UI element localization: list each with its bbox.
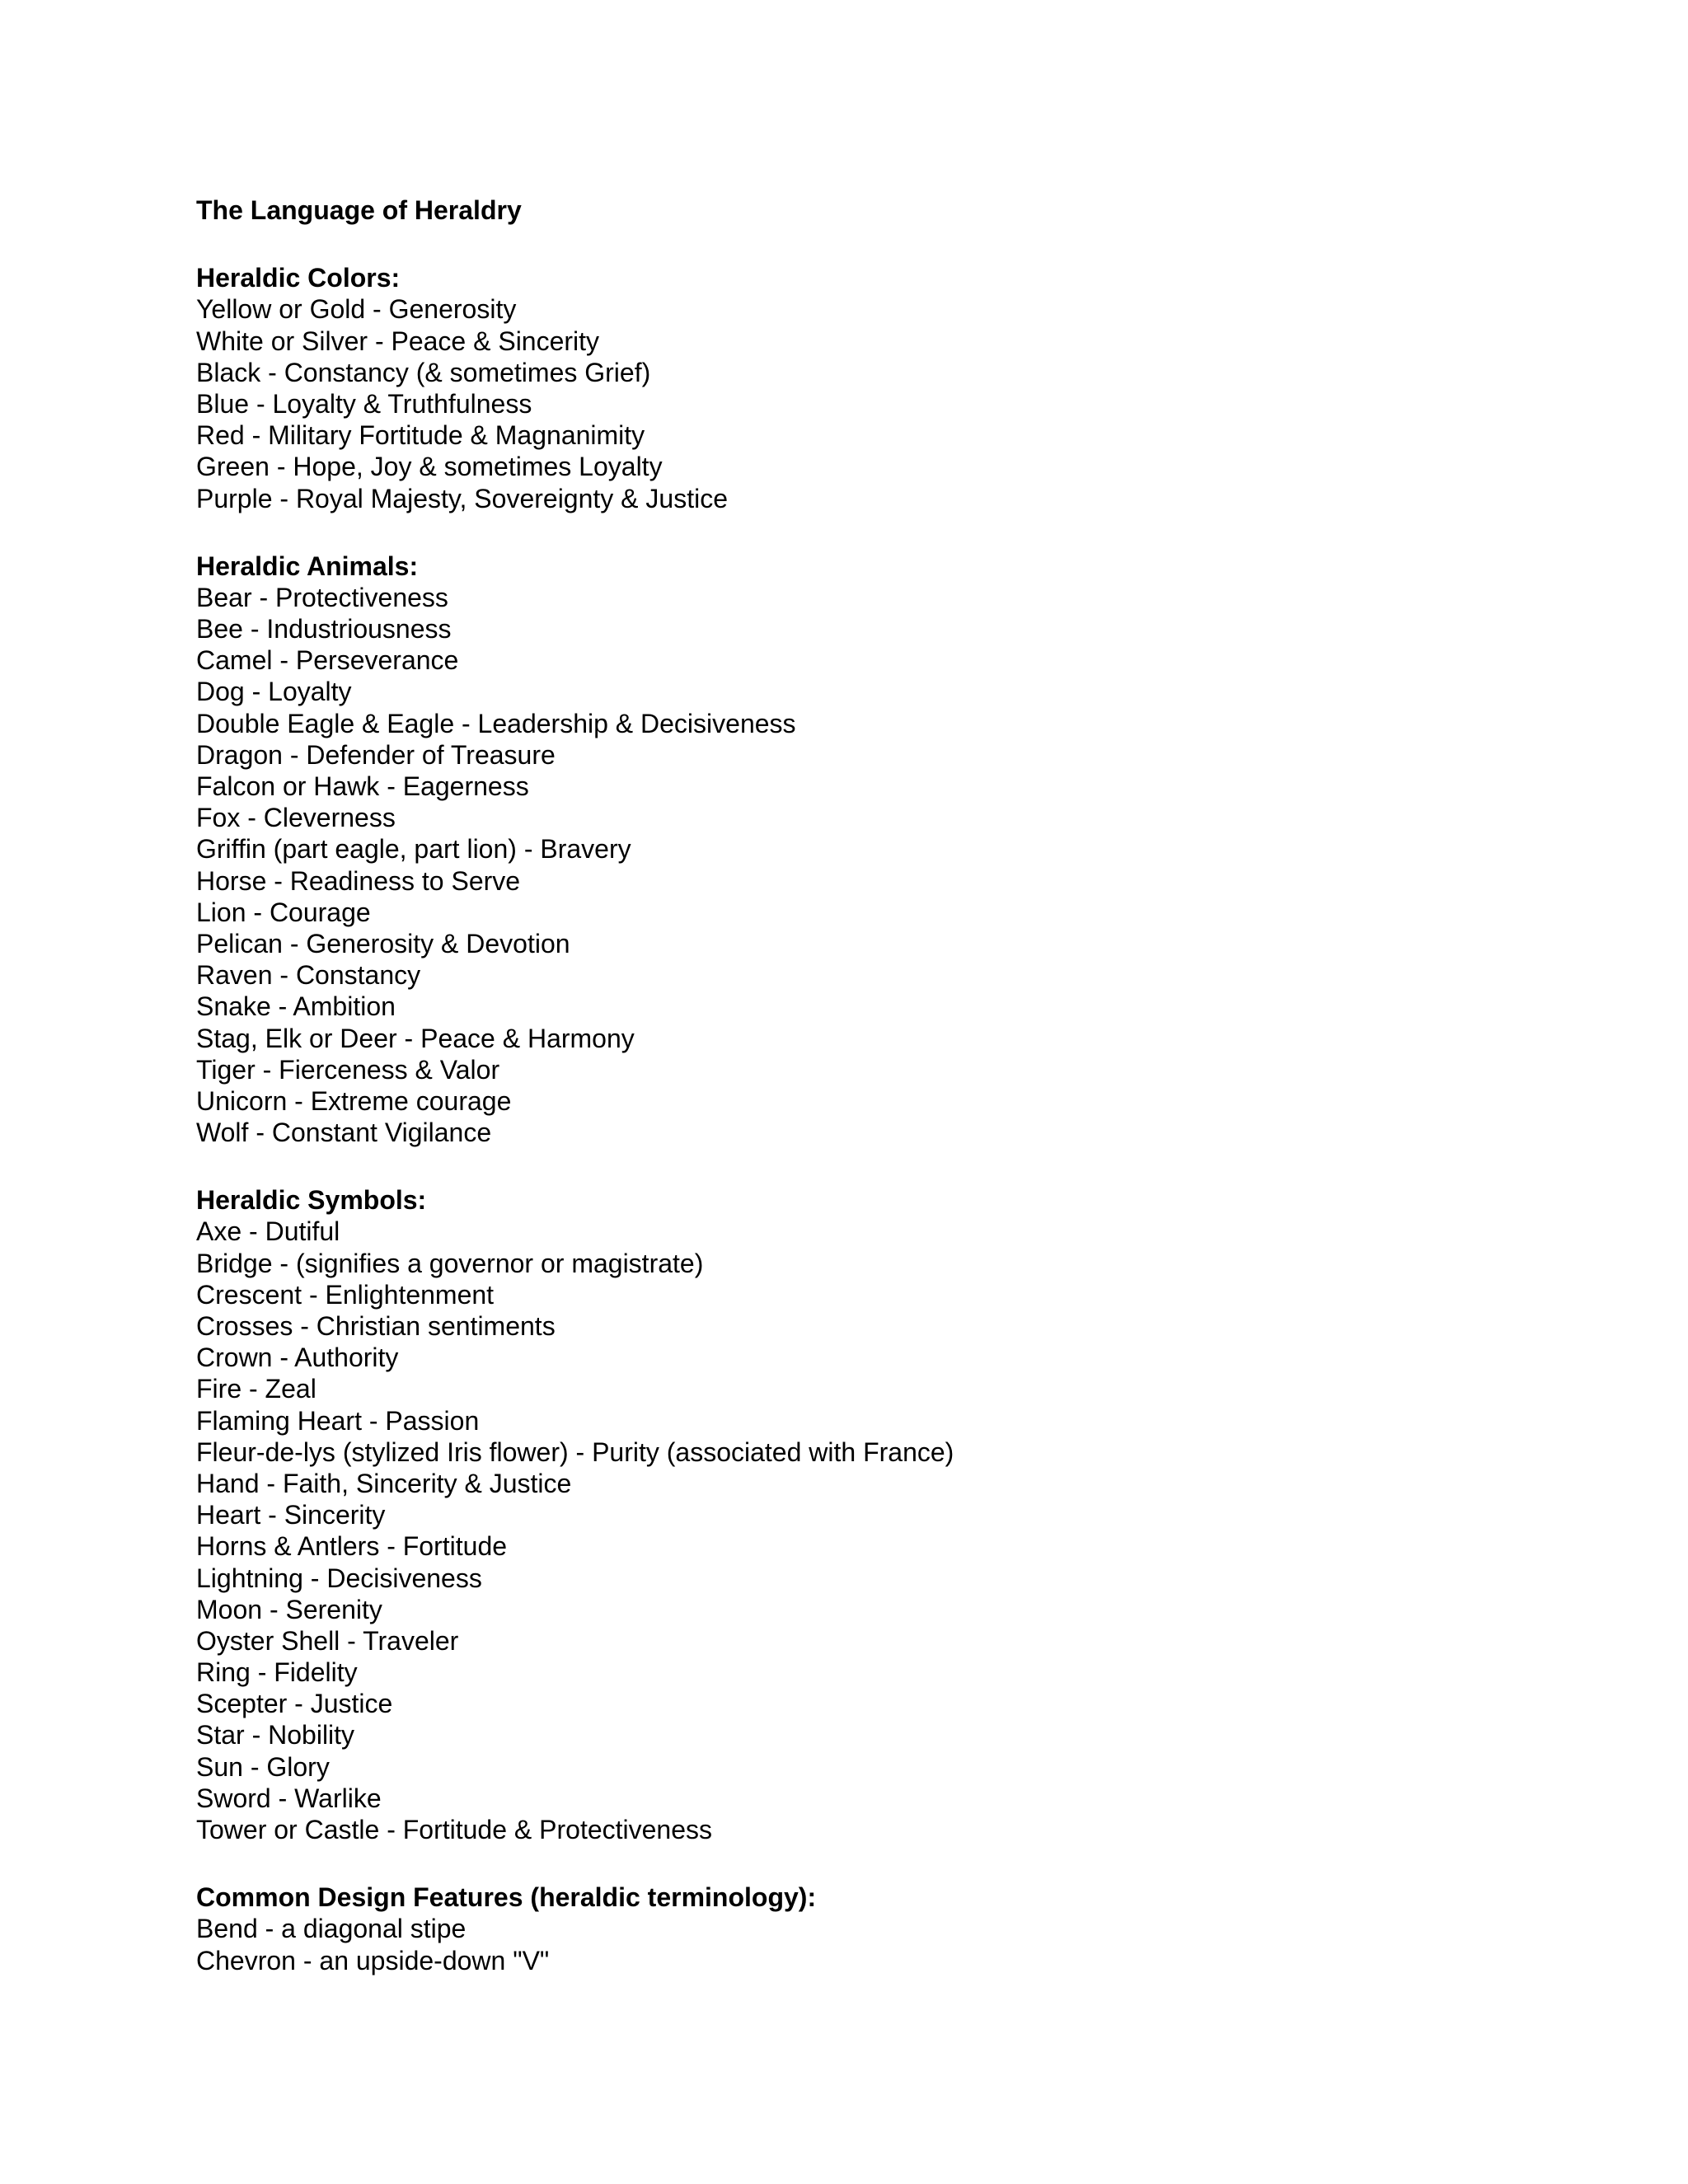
section-heading: Heraldic Symbols: [196,1185,427,1216]
list-item: Tiger - Fierceness & Valor [196,1054,500,1085]
list-item: Star - Nobility [196,1720,355,1750]
list-item: Stag, Elk or Deer - Peace & Harmony [196,1023,635,1053]
list-item: Falcon or Hawk - Eagerness [196,771,529,801]
list-item: Snake - Ambition [196,991,396,1022]
list-item: Flaming Heart - Passion [196,1405,480,1436]
list-item: Horns & Antlers - Fortitude [196,1531,508,1562]
list-item: Axe - Dutiful [196,1216,340,1247]
list-item: Unicorn - Extreme courage [196,1085,512,1116]
list-item: Fleur-de-lys (stylized Iris flower) - Purity (associated with France) [196,1436,954,1467]
list-item: Fox - Cleverness [196,803,396,833]
list-item: Crosses - Christian sentiments [196,1311,556,1341]
document-body [196,194,1597,1976]
list-item: Camel - Perseverance [196,645,459,676]
list-item: Dragon - Defender of Treasure [196,739,556,770]
list-item: Wolf - Constant Vigilance [196,1118,492,1148]
list-item: Black - Constancy (& sometimes Grief) [196,357,651,387]
list-item: Lion - Courage [196,897,371,927]
list-item: Double Eagle & Eagle - Leadership & Decisiveness [196,708,796,738]
list-item: Lightning - Decisiveness [196,1563,482,1593]
list-item: Green - Hope, Joy & sometimes Loyalty [196,452,663,482]
section-heading: Heraldic Colors: [196,263,401,293]
list-item: Scepter - Justice [196,1689,393,1719]
list-item: Dog - Loyalty [196,677,352,707]
list-item: Heart - Sincerity [196,1500,386,1530]
list-item: Horse - Readiness to Serve [196,865,521,896]
list-item: Crescent - Enlightenment [196,1279,495,1310]
list-item: Griffin (part eagle, part lion) - Bravery [196,834,631,865]
section-heading: Heraldic Animals: [196,551,419,581]
list-item: Hand - Faith, Sincerity & Justice [196,1468,572,1498]
list-item: Raven - Constancy [196,960,421,991]
section-1 [196,262,1597,514]
list-item: Tower or Castle - Fortitude & Protectiveness [196,1815,713,1844]
list-item: Oyster Shell - Traveler [196,1625,459,1656]
section-3 [196,1184,1597,1845]
list-item: Ring - Fidelity [196,1657,358,1688]
list-item: Fire - Zeal [196,1374,316,1404]
list-item: Purple - Royal Majesty, Sovereignty & Justice [196,483,728,513]
list-item: Red - Military Fortitude & Magnanimity [196,420,645,451]
document-title: The Language of Heraldry [196,195,522,225]
list-item: Bend - a diagonal stipe [196,1914,467,1944]
list-item: Crown - Authority [196,1343,399,1373]
list-item: Sword - Warlike [196,1783,382,1813]
list-item: White or Silver - Peace & Sincerity [196,326,600,356]
list-item: Bridge - (signifies a governor or magistrate) [196,1248,704,1278]
list-item: Moon - Serenity [196,1594,382,1624]
list-item: Chevron - an upside-down "V" [196,1945,550,1975]
list-item: Sun - Glory [196,1751,330,1782]
list-item: Bear - Protectiveness [196,582,448,612]
section-heading: Common Design Features (heraldic terminology): [196,1882,817,1913]
list-item: Pelican - Generosity & Devotion [196,928,570,958]
list-item: Bee - Industriousness [196,614,452,644]
section-2 [196,551,1597,1149]
list-item: Blue - Loyalty & Truthfulness [196,388,532,419]
list-item: Yellow or Gold - Generosity [196,294,517,325]
section-4 [196,1882,1597,1976]
sections-container [196,262,1597,1976]
